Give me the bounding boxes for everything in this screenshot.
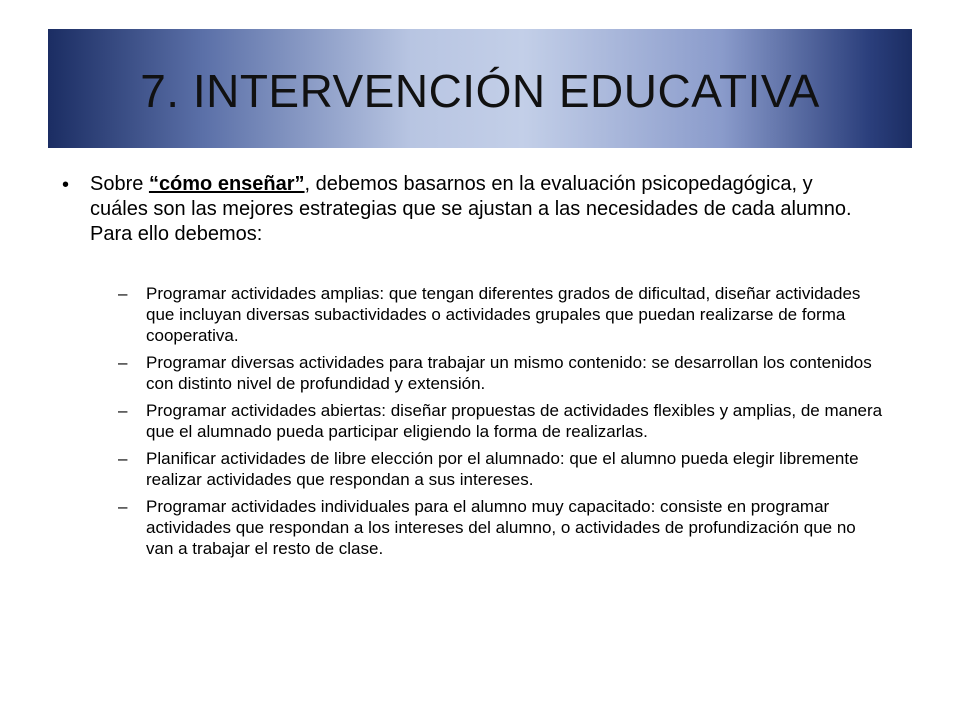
sub-item xyxy=(118,400,888,442)
sub-item-text: Programar diversas actividades para trabajar un mismo contenido: se desarrollan los contenidos con distinto nivel de profundidad y extensión. xyxy=(146,353,872,393)
sub-item xyxy=(118,496,888,559)
main-bullet xyxy=(56,172,916,247)
main-bullet-suffix: , debemos basarnos en la evaluación psicopedagógica, y cuáles son las mejores estrategias que se ajustan a las necesidades de cada alumno. Para ello debemos: xyxy=(90,173,852,245)
bullet-icon: • xyxy=(62,174,70,196)
sub-item xyxy=(118,352,888,394)
sub-item xyxy=(118,283,888,346)
dash-icon: – xyxy=(118,497,128,516)
dash-icon: – xyxy=(118,401,128,420)
sub-item xyxy=(118,448,888,490)
sub-item-text: Programar actividades abiertas: diseñar propuestas de actividades flexibles y amplias, de manera que el alumnado pueda participar eligiendo la forma de realizarlas. xyxy=(146,401,883,441)
sub-item-text: Programar actividades individuales para el alumno muy capacitado: consiste en programar actividades que respondan a los intereses del alumno, o actividades de profundización que no van a trabajar el resto de clase. xyxy=(146,497,856,558)
sub-item-text: Programar actividades amplias: que tengan diferentes grados de dificultad, diseñar actividades que incluyan diversas subactividades o actividades grupales que puedan realizarse de forma cooperativa. xyxy=(146,284,861,345)
dash-icon: – xyxy=(118,284,128,303)
main-bullet-text xyxy=(90,172,860,247)
slide-content xyxy=(56,172,916,565)
main-bullet-prefix: Sobre xyxy=(90,173,149,195)
main-bullet-emphasis: “cómo enseñar” xyxy=(148,173,305,195)
sub-item-text: Planificar actividades de libre elección por el alumnado: que el alumno pueda elegir libremente realizar actividades que respondan a sus intereses. xyxy=(146,449,859,489)
title-banner xyxy=(48,29,912,148)
sub-list xyxy=(118,283,888,559)
slide-title: 7. INTERVENCIÓN EDUCATIVA xyxy=(140,64,820,117)
dash-icon: – xyxy=(118,449,128,468)
dash-icon: – xyxy=(118,353,128,372)
